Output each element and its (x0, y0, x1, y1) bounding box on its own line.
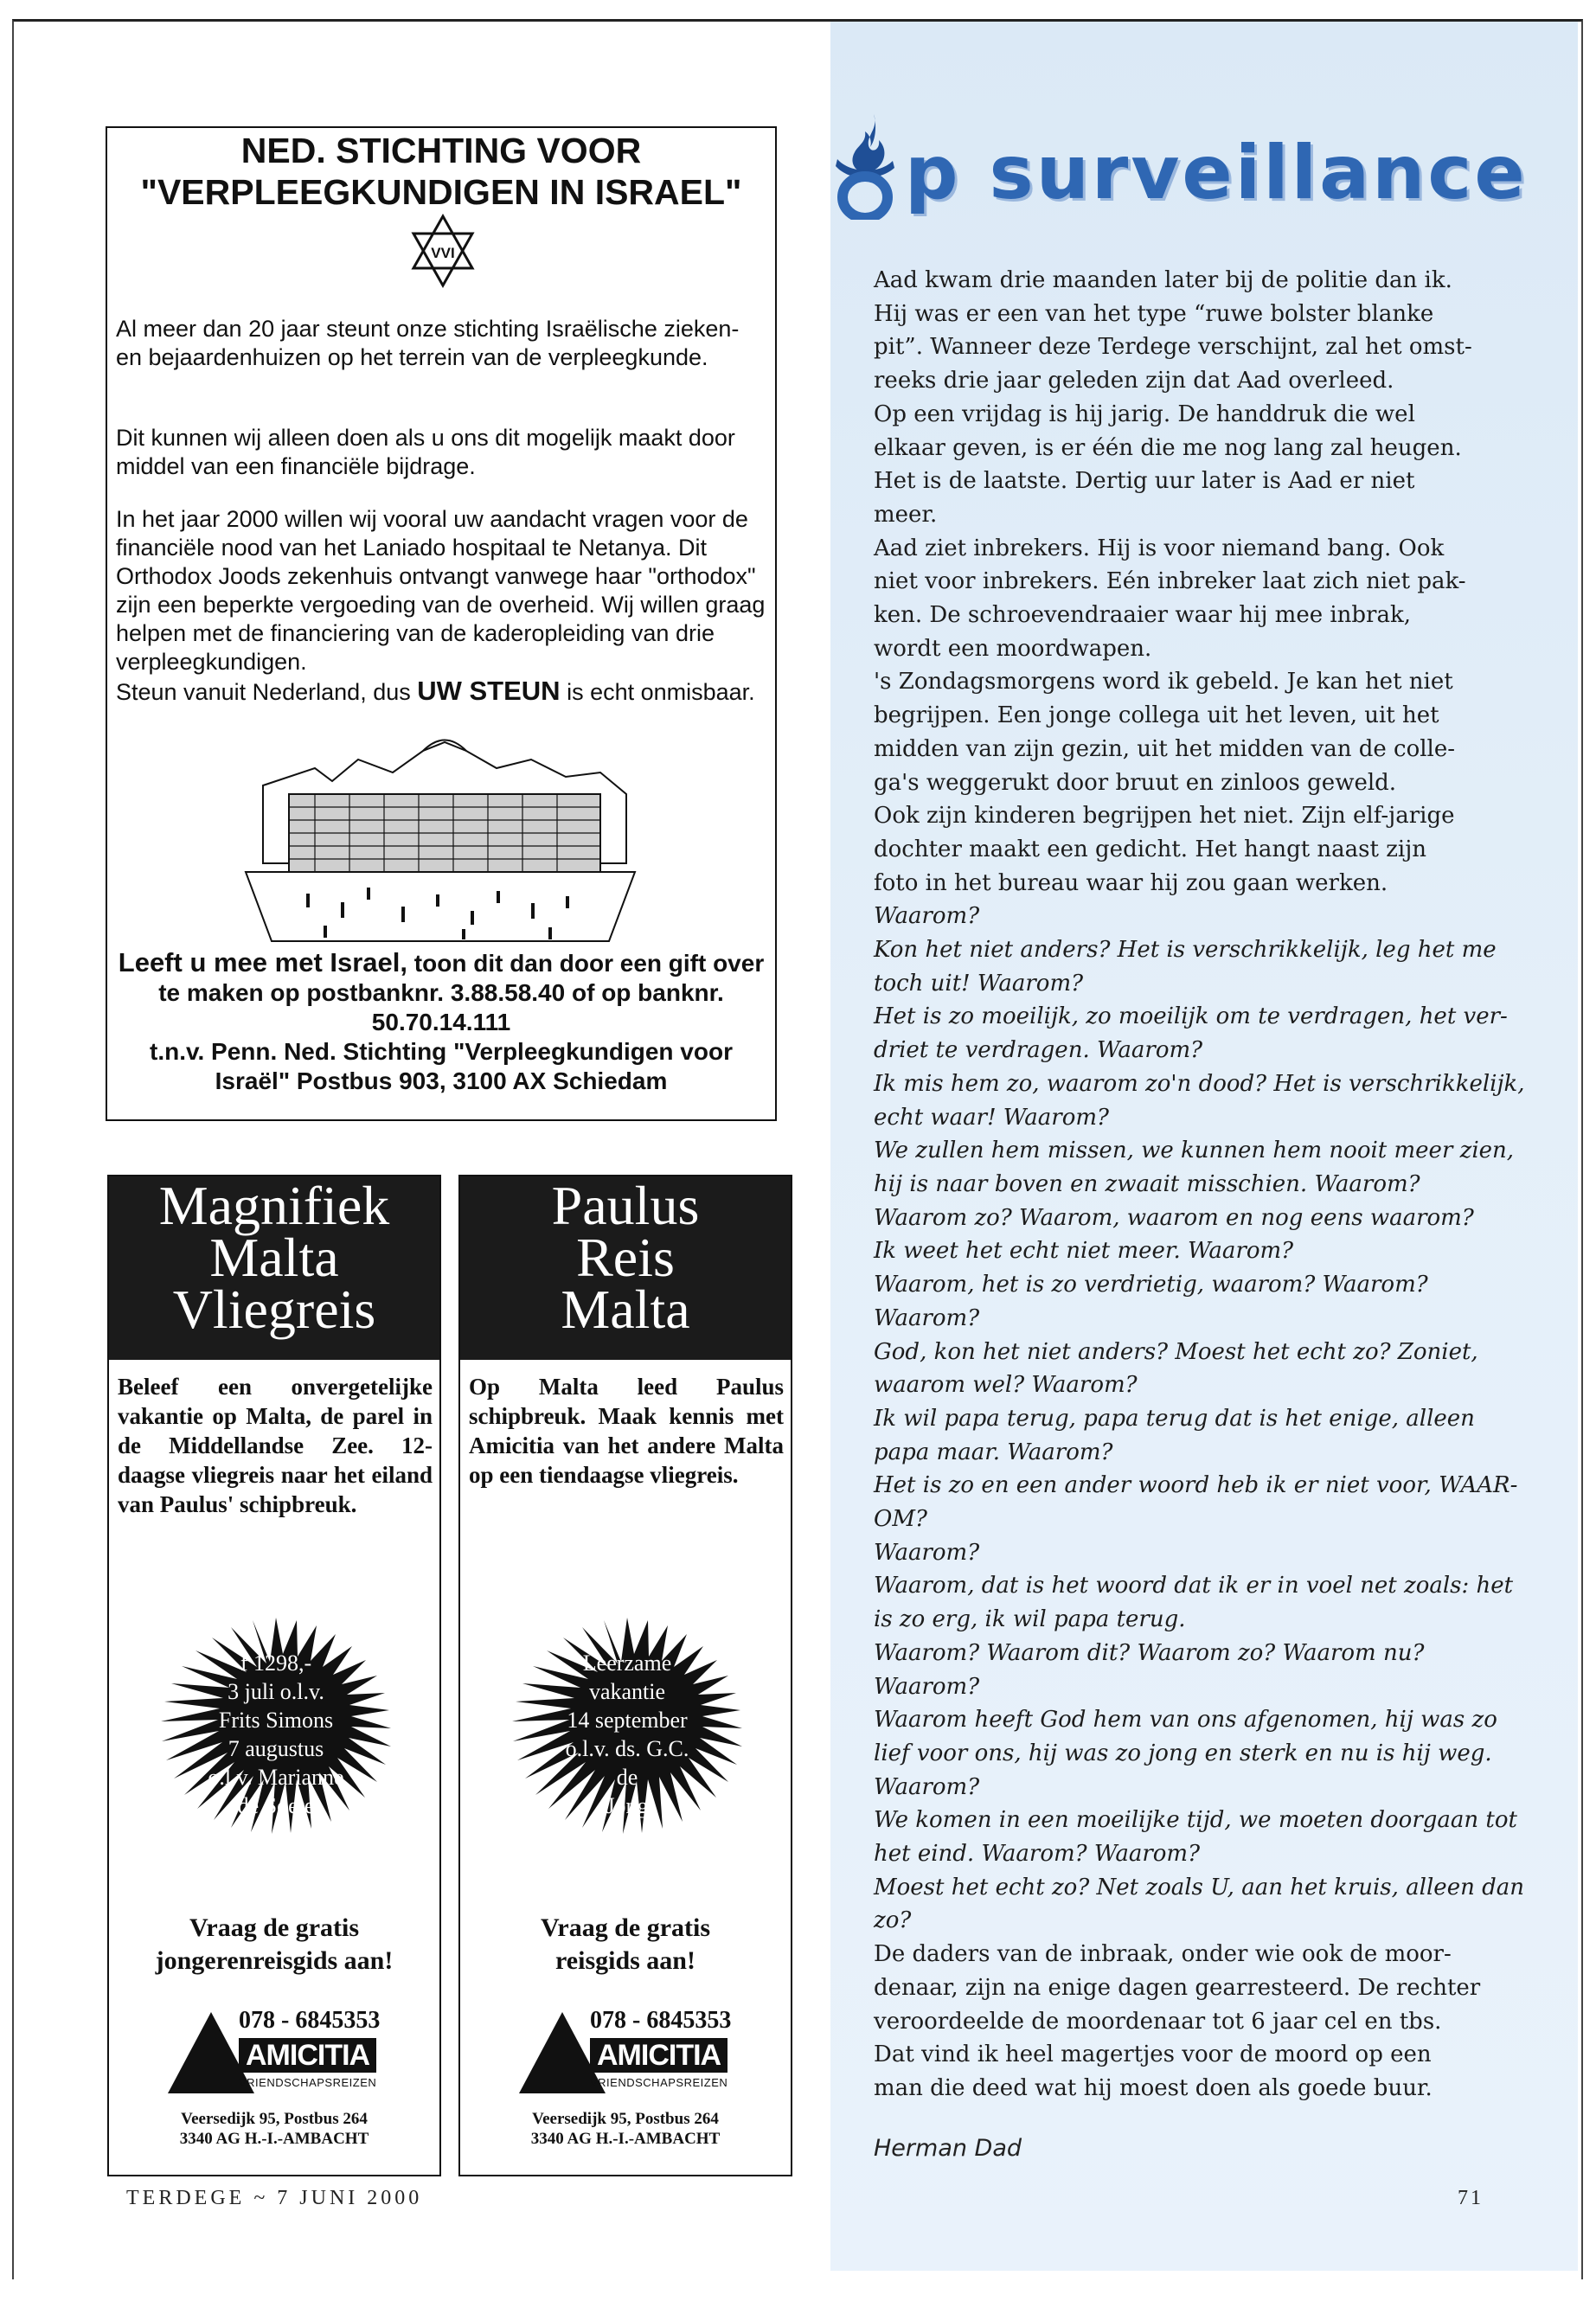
ad1-starburst (159, 1618, 393, 1851)
article-line: Waarom? Waarom dit? Waarom zo? Waarom nu? (874, 1639, 1425, 1666)
article-line: midden van zijn gezin, uit het midden van de colle- (874, 735, 1456, 762)
article-line: denaar, zijn na enige dagen gearresteerd. De rechter (874, 1974, 1481, 2001)
israel-ad-paragraph-4 (116, 676, 766, 707)
ad2-body: Op Malta leed Paulus schipbreuk. Maak kennis met Amicitia van het andere Malta op een tiendaagse vliegreis. (469, 1374, 784, 1488)
article-line: Waarom? (874, 1539, 980, 1566)
ad2-request-line1: Vraag de gratis (540, 1913, 711, 1942)
israel-ad-title-line2: "VERPLEEGKUNDIGEN IN ISRAEL" (140, 172, 742, 212)
ad1-heading-line1: Magnifiek (158, 1175, 390, 1236)
article-line: niet voor inbrekers. Eén inbreker laat zich niet pak- (874, 568, 1466, 595)
article-line: God, kon het niet anders? Moest het echt zo? Zoniet, (874, 1338, 1478, 1365)
ad2-guide-name: Jong (606, 1793, 649, 1818)
ad2-address (460, 2109, 791, 2149)
ad2-guide: o.l.v. ds. G.C. de (565, 1736, 689, 1790)
article-line: Op een vrijdag is hij jarig. De handdruk die wel (874, 401, 1415, 427)
ad2-heading (460, 1176, 791, 1360)
israel-ad-donation (116, 948, 766, 1037)
article-line: elkaar geven, is er één die me nog lang zal heugen. (874, 434, 1462, 461)
article-line: Waarom zo? Waarom, waarom en nog eens waarom? (874, 1204, 1474, 1231)
article-line: toch uit! Waarom? (874, 970, 1084, 997)
article-line: papa maar. Waarom? (874, 1439, 1113, 1465)
article-line: We zullen hem missen, we kunnen hem nooit meer zien, (874, 1138, 1515, 1164)
article-line: Waarom, dat is het woord dat ik er in voel net zoals: het (874, 1573, 1514, 1599)
article-line: Het is zo moeilijk, zo moeilijk om te verdragen, het ver- (874, 1003, 1508, 1030)
police-flame-logo-icon (829, 111, 901, 220)
ad2-brand: AMICITIA (590, 2038, 727, 2073)
ad1-brand: AMICITIA (239, 2038, 376, 2073)
ad1-date1: 3 juli o.l.v. (228, 1679, 324, 1704)
ad2-brand-sub: VRIENDSCHAPSREIZEN (590, 2076, 728, 2089)
ad1-price: f 1298,- (240, 1650, 312, 1676)
ad1-guide2b: de Soete (237, 1793, 315, 1818)
amicitia-logo (168, 2007, 393, 2102)
article-line: Waarom? (874, 1773, 980, 1800)
ad2-star-line2: vakantie (588, 1679, 666, 1704)
ad1-request (109, 1912, 439, 1977)
article-line: Ik weet het echt niet meer. Waarom? (874, 1238, 1294, 1265)
ad2-date: 14 september (567, 1708, 688, 1733)
page-number: 71 (1458, 2187, 1484, 2209)
article-line: man die deed wat hij moest doen als goede buur. (874, 2074, 1433, 2101)
article-line: is zo erg, ik wil papa terug. (874, 1606, 1186, 1633)
article-line: dochter maakt een gedicht. Het hangt naast zijn (874, 836, 1427, 862)
ad1-guide1: Frits Simons (218, 1708, 334, 1733)
article-line: Ik mis hem zo, waarom zo'n dood? Het is verschrikkelijk, (874, 1070, 1525, 1097)
column-article (874, 264, 1525, 2106)
israel-advertisement (106, 126, 777, 1121)
article-line: OM? (874, 1506, 927, 1533)
israel-ad-address: t.n.v. Penn. Ned. Stichting "Verpleegkundigen voor Israël" Postbus 903, 3100 AX Schiedam (150, 1038, 733, 1094)
article-line: Aad kwam drie maanden later bij de politie dan ik. (874, 267, 1452, 293)
article-line: De daders van de inbraak, onder wie ook de moor- (874, 1941, 1452, 1968)
article-line: Hij was er een van het type “ruwe bolster blanke (874, 300, 1434, 327)
article-line: echt waar! Waarom? (874, 1104, 1109, 1131)
ad2-address-line1: Veersedijk 95, Postbus 264 (532, 2110, 719, 2128)
ad1-heading (109, 1176, 439, 1360)
article-line: Waarom heeft God hem van ons afgenomen, hij was zo (874, 1707, 1497, 1734)
ad2-heading-line2: Reis (576, 1227, 675, 1288)
paulus-trip-advertisement (458, 1175, 792, 2176)
para4-post: is echt onmisbaar. (560, 679, 755, 705)
article-line: zo? (874, 1907, 912, 1934)
article-line: Kon het niet anders? Het is verschrikkelijk, leg het me (874, 937, 1497, 964)
para4-bold: UW STEUN (417, 676, 561, 706)
ad1-request-line1: Vraag de gratis (189, 1913, 360, 1942)
star-of-david-icon (408, 213, 478, 291)
article-line: Waarom? (874, 903, 980, 930)
article-line: veroordeelde de moordenaar tot 6 jaar cel en tbs. (874, 2008, 1442, 2035)
emblem-text: VVI (431, 245, 455, 261)
ad2-address-line2: 3340 AG H.-I.-AMBACHT (530, 2130, 721, 2148)
article-line: begrijpen. Een jonge collega uit het leven, uit het (874, 702, 1439, 729)
ad2-phone: 078 - 6845353 (590, 2007, 732, 2034)
author-name: Herman Dad (874, 2135, 1022, 2162)
article-line: hij is naar boven en zwaait misschien. Waarom? (874, 1170, 1420, 1197)
amicitia-logo (519, 2007, 744, 2102)
israel-ad-title (107, 130, 775, 213)
ad1-address (109, 2109, 439, 2149)
western-wall-illustration (237, 734, 644, 950)
ad1-request-line2: jongerenreisgids aan! (155, 1946, 394, 1975)
ad2-star-text (510, 1618, 744, 1851)
article-line: waarom wel? Waarom? (874, 1372, 1138, 1399)
article-line: Ook zijn kinderen begrijpen het niet. Zijn elf-jarige (874, 803, 1455, 830)
article-line: reeks drie jaar geleden zijn dat Aad overleed. (874, 368, 1394, 394)
article-line: Het is de laatste. Dertig uur later is Aad er niet (874, 468, 1415, 495)
article-line: meer. (874, 501, 938, 528)
donation-bold: Leeft u mee met Israel, (118, 947, 408, 977)
malta-flight-advertisement (107, 1175, 441, 2176)
article-line: 's Zondagsmorgens word ik gebeld. Je kan het niet (874, 669, 1453, 695)
ad1-guide2a: o.l.v. Marianne (208, 1765, 344, 1790)
article-line: foto in het bureau waar hij zou gaan werken. (874, 869, 1388, 896)
ad1-address-line2: 3340 AG H.-I.-AMBACHT (179, 2130, 369, 2148)
israel-ad-title-line1: NED. STICHTING VOOR (240, 131, 642, 170)
article-line: Waarom? (874, 1673, 980, 1700)
article-line: Aad ziet inbrekers. Hij is voor niemand bang. Ook (874, 535, 1445, 561)
article-line: Ik wil papa terug, papa terug dat is het enige, alleen (874, 1405, 1475, 1432)
article-line: ga's weggerukt door bruut en zinloos geweld. (874, 769, 1397, 796)
ad1-brand-sub: VRIENDSCHAPSREIZEN (239, 2076, 377, 2089)
israel-ad-paragraph-3: In het jaar 2000 willen wij vooral uw aandacht vragen voor de financiële nood van het Laniado hospitaal te Netanya. Dit Orthodox Joods zekenhuis ontvangt vanwege haar "orthodox" zijn een beperkte vergoeding van de overheid. Wij willen graag helpen met de financiering van de kaderopleiding van drie verpleegkundigen. (116, 506, 766, 675)
ad2-heading-line3: Malta (561, 1279, 690, 1340)
ad1-date2: 7 augustus (228, 1736, 324, 1761)
ad2-star-line1: Leerzame (582, 1650, 672, 1676)
donation-rest: toon dit dan door een gift over te maken op postbanknr. 3.88.58.40 of op banknr. 50.70.14.111 (158, 950, 765, 1035)
article-line: lief voor ons, hij was zo jong en sterk en nu is hij weg. (874, 1740, 1492, 1766)
para4-pre: Steun vanuit Nederland, dus (116, 679, 418, 705)
article-line: het eind. Waarom? Waarom? (874, 1841, 1201, 1868)
article-line: Waarom? (874, 1304, 980, 1331)
article-line: driet te verdragen. Waarom? (874, 1037, 1203, 1064)
ad2-heading-line1: Paulus (551, 1175, 700, 1236)
ad1-address-line1: Veersedijk 95, Postbus 264 (181, 2110, 368, 2128)
ad1-heading-line3: Vliegreis (172, 1279, 376, 1340)
ad1-star-text (159, 1618, 393, 1851)
article-line: Waarom, het is zo verdrietig, waarom? Waarom? (874, 1272, 1428, 1298)
article-line: Dat vind ik heel magertjes voor de moord op een (874, 2041, 1432, 2068)
ad1-phone: 078 - 6845353 (239, 2007, 381, 2034)
israel-ad-paragraph-2: Dit kunnen wij alleen doen als u ons dit mogelijk maakt door middel van een financiële bijdrage. (116, 425, 735, 479)
ad2-request-line2: reisgids aan! (555, 1946, 695, 1975)
ad2-request (460, 1912, 791, 1977)
ad1-body: Beleef een onvergetelijke vakantie op Malta, de parel in de Middellandse Zee. 12-daagse vliegreis naar het eiland van Paulus' schipbreuk. (118, 1374, 433, 1517)
article-line: pit”. Wanneer deze Terdege verschijnt, zal het omst- (874, 334, 1472, 361)
column-title: p surveillance (905, 130, 1528, 216)
article-line: We komen in een moeilijke tijd, we moeten doorgaan tot (874, 1807, 1517, 1834)
article-line: Het is zo en een ander woord heb ik er niet voor, WAAR- (874, 1472, 1518, 1499)
ad2-starburst (510, 1618, 744, 1851)
magazine-footer: TERDEGE ~ 7 JUNI 2000 (126, 2187, 423, 2209)
israel-ad-footer (116, 948, 766, 1096)
article-line: wordt een moordwapen. (874, 635, 1152, 662)
article-line: ken. De schroevendraaier waar hij mee inbrak, (874, 602, 1412, 629)
israel-ad-paragraph-1: Al meer dan 20 jaar steunt onze stichting Israëlische zieken- en bejaardenhuizen op het terrein van de verpleegkunde. (116, 316, 740, 370)
article-line: Moest het echt zo? Net zoals U, aan het kruis, alleen dan (874, 1874, 1524, 1900)
ad1-heading-line2: Malta (209, 1227, 339, 1288)
